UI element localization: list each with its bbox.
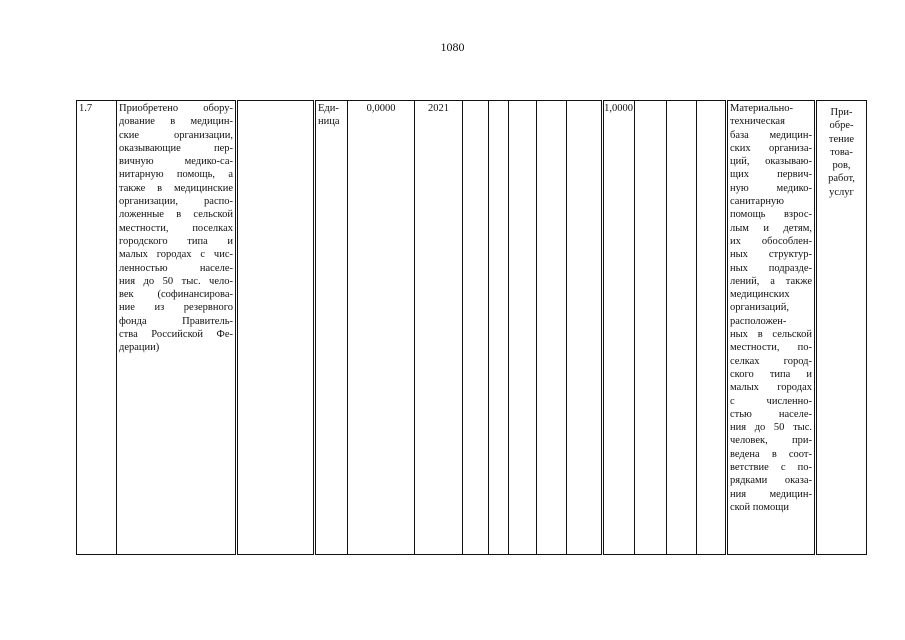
text-line: ных структур-: [730, 249, 812, 261]
text-line: расположен-: [730, 315, 787, 327]
text-line: медицинских: [730, 289, 790, 301]
text-line: ния до 50 тыс. чело-: [119, 275, 233, 287]
text-line: оказывающие пер-: [119, 142, 233, 154]
text-line: малых городах с чис-: [119, 249, 233, 261]
base-year: 2021: [428, 103, 449, 114]
page-number: 1080: [440, 40, 465, 54]
text-line: санитарную: [730, 196, 785, 208]
unit-cell: [315, 101, 348, 555]
text-line: тение: [828, 133, 855, 145]
text-line: ского типа и: [730, 368, 812, 380]
text-line: человек, при-: [730, 435, 812, 447]
text-line: Материально-: [730, 103, 793, 114]
text-line: ветствие с по-: [730, 462, 812, 474]
text-line: това-: [830, 146, 853, 158]
type-cell: [816, 101, 867, 555]
text-line: с численно-: [730, 395, 812, 407]
empty-cell: [697, 101, 727, 555]
text-line: щих первич-: [730, 169, 812, 181]
target-value-cell: [603, 101, 635, 555]
text-line: ведена в соот-: [730, 448, 812, 460]
text-line: ложенные в сельской: [119, 209, 233, 221]
empty-cell: [489, 101, 509, 555]
description-text: [730, 102, 812, 514]
text-line: также в медицинские: [119, 182, 233, 194]
text-line: работ,: [828, 173, 855, 185]
target-value: 1,0000: [604, 103, 633, 114]
text-line: обре-: [829, 120, 854, 132]
base-value: 0,0000: [366, 103, 396, 114]
result-name-text: [119, 102, 233, 355]
text-line: ную медико-: [730, 182, 812, 194]
text-line: ций, оказываю-: [730, 156, 812, 168]
empty-cell: [567, 101, 603, 555]
text-line: местности, по-: [730, 342, 812, 354]
table-row: [77, 101, 867, 555]
text-line: стью населе-: [730, 408, 812, 420]
text-line: лым и детям,: [730, 222, 812, 234]
text-line: помощь взрос-: [730, 209, 812, 221]
results-table: [76, 100, 867, 555]
text-line: ских организа-: [730, 142, 812, 154]
text-line: местности, поселках: [119, 222, 233, 234]
text-line: их обособлен-: [730, 235, 812, 247]
empty-cell: [509, 101, 537, 555]
text-line: лений, а также: [730, 275, 812, 287]
text-line: дерации): [119, 342, 160, 354]
row-number-cell: [77, 101, 117, 555]
type-text: [819, 106, 864, 199]
text-line: ница: [318, 116, 340, 128]
description-cell: [727, 101, 816, 555]
text-line: селках город-: [730, 355, 812, 367]
empty-cell: [237, 101, 315, 555]
text-line: ние из резервного: [119, 302, 233, 314]
text-line: рядками оказа-: [730, 475, 812, 487]
text-line: малых городах: [730, 382, 812, 394]
text-line: фонда Правитель-: [119, 315, 233, 327]
result-name-cell: [117, 101, 237, 555]
base-year-cell: [415, 101, 463, 555]
text-line: Еди-: [318, 103, 339, 114]
text-line: ской помощи: [730, 501, 789, 513]
text-line: дование в медицин-: [119, 116, 233, 128]
base-value-cell: [348, 101, 415, 555]
text-line: ров,: [832, 160, 851, 172]
empty-cell: [463, 101, 489, 555]
empty-cell: [537, 101, 567, 555]
text-line: ленностью населе-: [119, 262, 233, 274]
text-line: техническая: [730, 116, 785, 128]
text-line: ных подразде-: [730, 262, 812, 274]
text-line: вичную медико-са-: [119, 156, 233, 168]
text-line: век (софинансирова-: [119, 289, 233, 301]
text-line: При-: [830, 107, 853, 118]
text-line: ных в сельской: [730, 329, 812, 341]
empty-cell: [635, 101, 667, 555]
text-line: организации, распо-: [119, 196, 233, 208]
text-line: организаций,: [730, 302, 789, 314]
text-line: городского типа и: [119, 235, 233, 247]
empty-cell: [667, 101, 697, 555]
text-line: Приобретено обору-: [119, 103, 233, 114]
text-line: база медицин-: [730, 129, 812, 141]
row-number: 1.7: [79, 103, 93, 114]
text-line: ские организации,: [119, 129, 233, 141]
text-line: нитарную помощь, а: [119, 169, 233, 181]
text-line: ния медицин-: [730, 488, 812, 500]
unit-text: [318, 102, 345, 129]
text-line: услуг: [829, 186, 854, 198]
text-line: ния до 50 тыс.: [730, 422, 812, 434]
text-line: ства Российской Фе-: [119, 329, 233, 341]
